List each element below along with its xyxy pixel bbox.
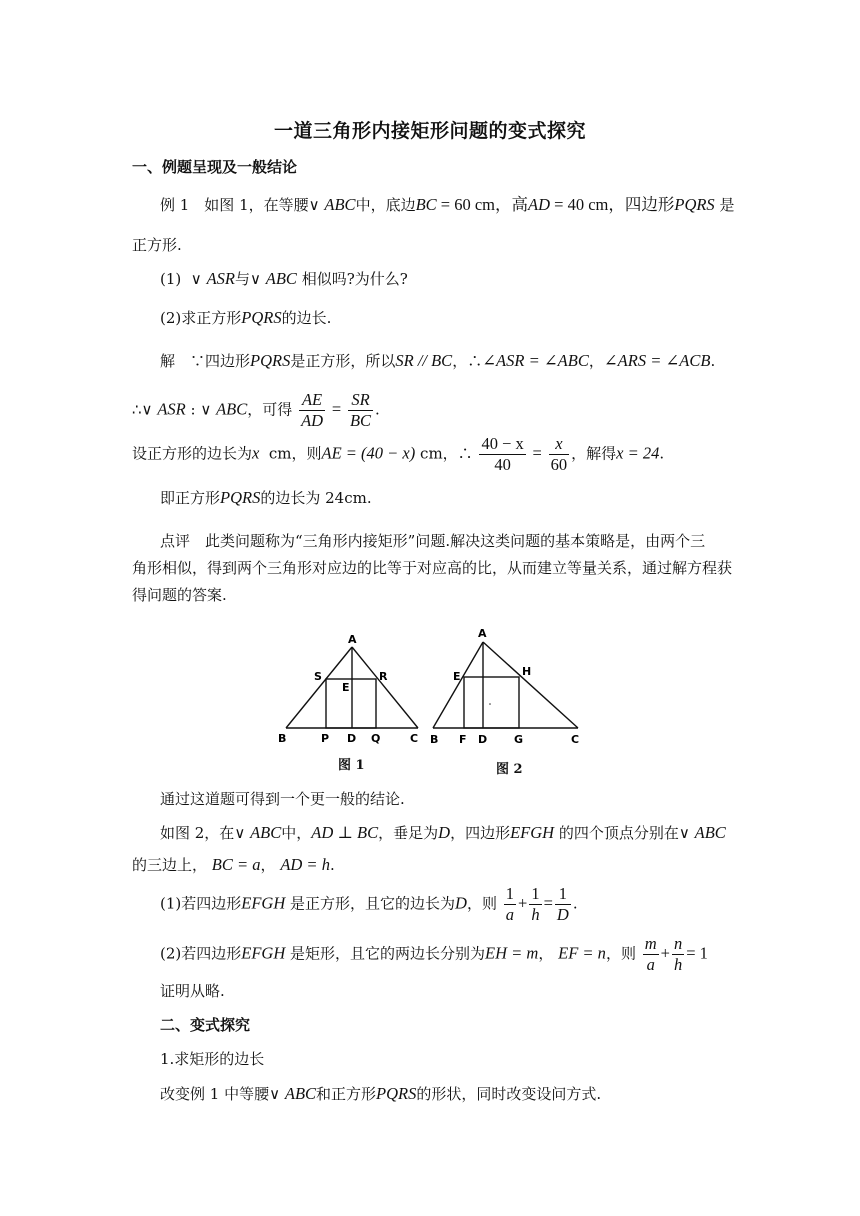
fraction-1-a: $\frac{1}{a}$ — [505, 884, 515, 924]
fig1-label-e: E — [342, 681, 350, 694]
fraction-40-minus-x: $\frac{40 - x}{40}$ — [481, 434, 524, 474]
fig2-label-c: C — [571, 733, 580, 746]
figure-1-caption: 图 1 — [338, 758, 365, 773]
comment-line-2: 角形相似，得到两个三角形对应边的比等于对应高的比，从而建立等量关系，通过解方程获 — [132, 559, 733, 577]
fraction-1-h: $\frac{1}{h}$ — [531, 884, 540, 924]
fraction-n-h: $\frac{n}{h}$ — [673, 934, 683, 974]
general-case-2: (2)若四边形EFGH 是矩形，且它的两边长分别为EH = m， EF = n，则 $\frac{m}{a}$ + $\frac{n}{h}$ = 1 — [160, 934, 708, 974]
comment-line-1: 点评 此类问题称为“三角形内接矩形”问题.解决这类问题的基本策略是，由两个三 — [160, 532, 706, 550]
last-line: 改变例 1 中等腰∨ ABC和正方形PQRS的形状，同时改变设问方式. — [160, 1084, 602, 1103]
fig2-label-d: D — [478, 733, 488, 746]
solution-line-2: ∴∨ ASR : ∨ ABC，可得 $\frac{AE}{AD}$ = $\frac{SR}{BC}$ . — [132, 390, 380, 430]
figure-2-diagram — [424, 622, 594, 752]
fraction-ae-ad: $\frac{AE}{AD}$ — [301, 390, 324, 430]
comment-line-3: 得问题的答案. — [132, 586, 227, 604]
subsection-heading-1: 1.求矩形的边长 — [160, 1050, 265, 1068]
fig1-label-c: C — [410, 732, 419, 745]
proof-omitted: 证明从略. — [160, 982, 225, 1000]
general-case-1: (1)若四边形EFGH 是正方形，且它的边长为D，则 $\frac{1}{a}$ + $\frac{1}{h}$ = $\frac{1}{D}$ . — [160, 884, 578, 924]
figure-2-caption: 图 2 — [496, 762, 523, 777]
general-line-3: 的三边上， BC = a， AD = h. — [132, 855, 335, 874]
solution-line-1: 解 ∵四边形PQRS是正方形，所以SR // BC，∴∠ASR = ∠ABC，∠ARS = ∠ACB. — [160, 351, 716, 370]
fig2-label-a: A — [478, 627, 487, 640]
fig2-label-e: E — [453, 670, 461, 683]
solution-line-4: 即正方形PQRS的边长为 24cm. — [160, 488, 372, 507]
fig2-label-h: H — [522, 665, 532, 678]
example-1-line-2: 正方形. — [132, 236, 182, 254]
fraction-1-d: $\frac{1}{D}$ — [556, 884, 569, 924]
figure-1-diagram — [270, 630, 430, 752]
fig2-label-b: B — [430, 733, 439, 746]
fig1-label-s: S — [314, 670, 322, 683]
fig1-label-b: B — [278, 732, 287, 745]
fig2-label-f: F — [459, 733, 467, 746]
fig1-label-p: P — [321, 732, 330, 745]
general-line-1: 通过这道题可得到一个更一般的结论. — [160, 790, 405, 808]
general-line-2: 如图 2，在∨ ABC中，AD ⊥ BC，垂足为D，四边形EFGH 的四个顶点分别在∨ ABC — [160, 823, 726, 842]
fig1-label-r: R — [379, 670, 388, 683]
example-1-question-1: (1) ∨ ASR与∨ ABC 相似吗?为什么? — [160, 269, 408, 288]
section-heading-2: 二、变式探究 — [160, 1016, 251, 1034]
fraction-x-60: $\frac{x}{60}$ — [550, 434, 568, 474]
fig1-label-a: A — [348, 633, 357, 646]
fig2-label-g: G — [514, 733, 524, 746]
fig1-label-q: Q — [371, 732, 381, 745]
document-title: 一道三角形内接矩形问题的变式探究 — [273, 120, 586, 142]
example-1-line-1: 例 1 如图 1，在等腰∨ ABC中，底边BC = 60 cm，高AD = 40 cm，四边形PQRS 是 — [160, 195, 735, 214]
section-heading-1: 一、例题呈现及一般结论 — [132, 158, 298, 176]
fraction-m-a: $\frac{m}{a}$ — [644, 934, 657, 974]
example-1-question-2: (2)求正方形PQRS的边长. — [160, 308, 332, 327]
fraction-sr-bc: $\frac{SR}{BC}$ — [349, 390, 372, 430]
solution-line-3: 设正方形的边长为x cm，则AE = (40 − x) cm，∴ $\frac{40 - x}{40}$ = $\frac{x}{60}$ ，解得x = 24. — [132, 434, 665, 474]
fig1-label-d: D — [347, 732, 357, 745]
